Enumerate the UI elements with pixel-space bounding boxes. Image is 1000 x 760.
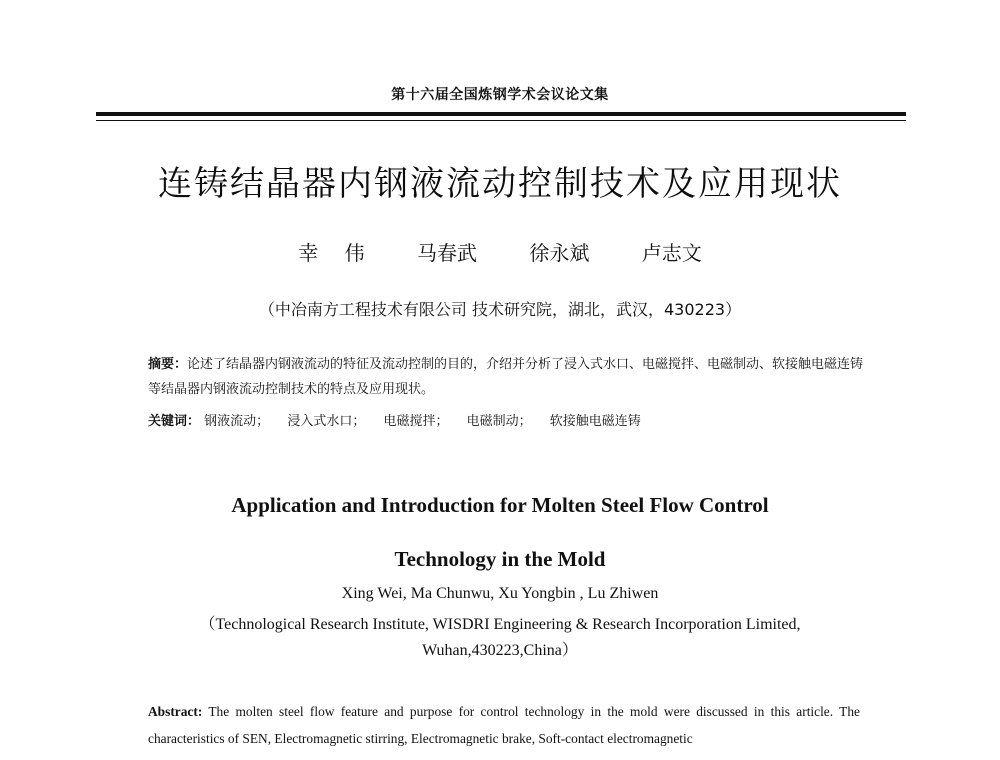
header-rule-thin: [96, 120, 906, 121]
abstract-en-label: Abstract:: [148, 704, 203, 719]
keyword-4: 电磁制动；: [466, 414, 532, 429]
keyword-2: 浸入式水口；: [287, 414, 366, 429]
affiliation-en: （Technological Research Institute, WISDRI Engineering & Research Incorporation Limited, Wuhan,430223,China）: [199, 616, 801, 659]
title-en-line-2: Technology in the Mold: [394, 547, 606, 571]
abstract-en: [148, 698, 860, 752]
authors-en: Xing Wei, Ma Chunwu, Xu Yongbin , Lu Zhiwen: [341, 585, 659, 602]
header-rule-thick: [96, 112, 906, 116]
author-cn-2: 马春武: [417, 241, 477, 265]
abstract-cn: [148, 352, 868, 402]
keywords-cn-label: 关键词：: [148, 414, 201, 429]
keyword-5: 软接触电磁连铸: [549, 414, 641, 429]
author-cn-1: 幸 伟: [298, 241, 365, 265]
title-en: [0, 478, 1000, 586]
author-cn-3: 徐永斌: [529, 241, 590, 265]
title-en-line-1: Application and Introduction for Molten Steel Flow Control: [231, 493, 769, 517]
title-cn: 连铸结晶器内钢液流动控制技术及应用现状: [158, 164, 842, 204]
proceedings-header: 第十六届全国炼钢学术会议论文集: [391, 87, 609, 103]
keyword-1: 钢液流动；: [204, 414, 270, 429]
abstract-cn-label: 摘要：: [148, 357, 188, 372]
authors-cn: [0, 237, 1000, 266]
keywords-cn: [148, 410, 868, 429]
author-cn-4: 卢志文: [641, 241, 702, 265]
abstract-en-text: The molten steel flow feature and purpose for control technology in the mold were discussed in this article. The characteristics of SEN, Electromagnetic stirring, Electromagnetic brake, Soft-contact electromagnetic: [148, 704, 860, 746]
affiliation-cn: （中冶南方工程技术有限公司 技术研究院，湖北，武汉，430223）: [258, 300, 742, 319]
keyword-3: 电磁搅拌；: [383, 414, 449, 429]
abstract-cn-text: 论述了结晶器内钢液流动的特征及流动控制的目的，介绍并分析了浸入式水口、电磁搅拌、电磁制动、软接触电磁连铸等结晶器内钢液流动控制技术的特点及应用现状。: [148, 357, 864, 397]
